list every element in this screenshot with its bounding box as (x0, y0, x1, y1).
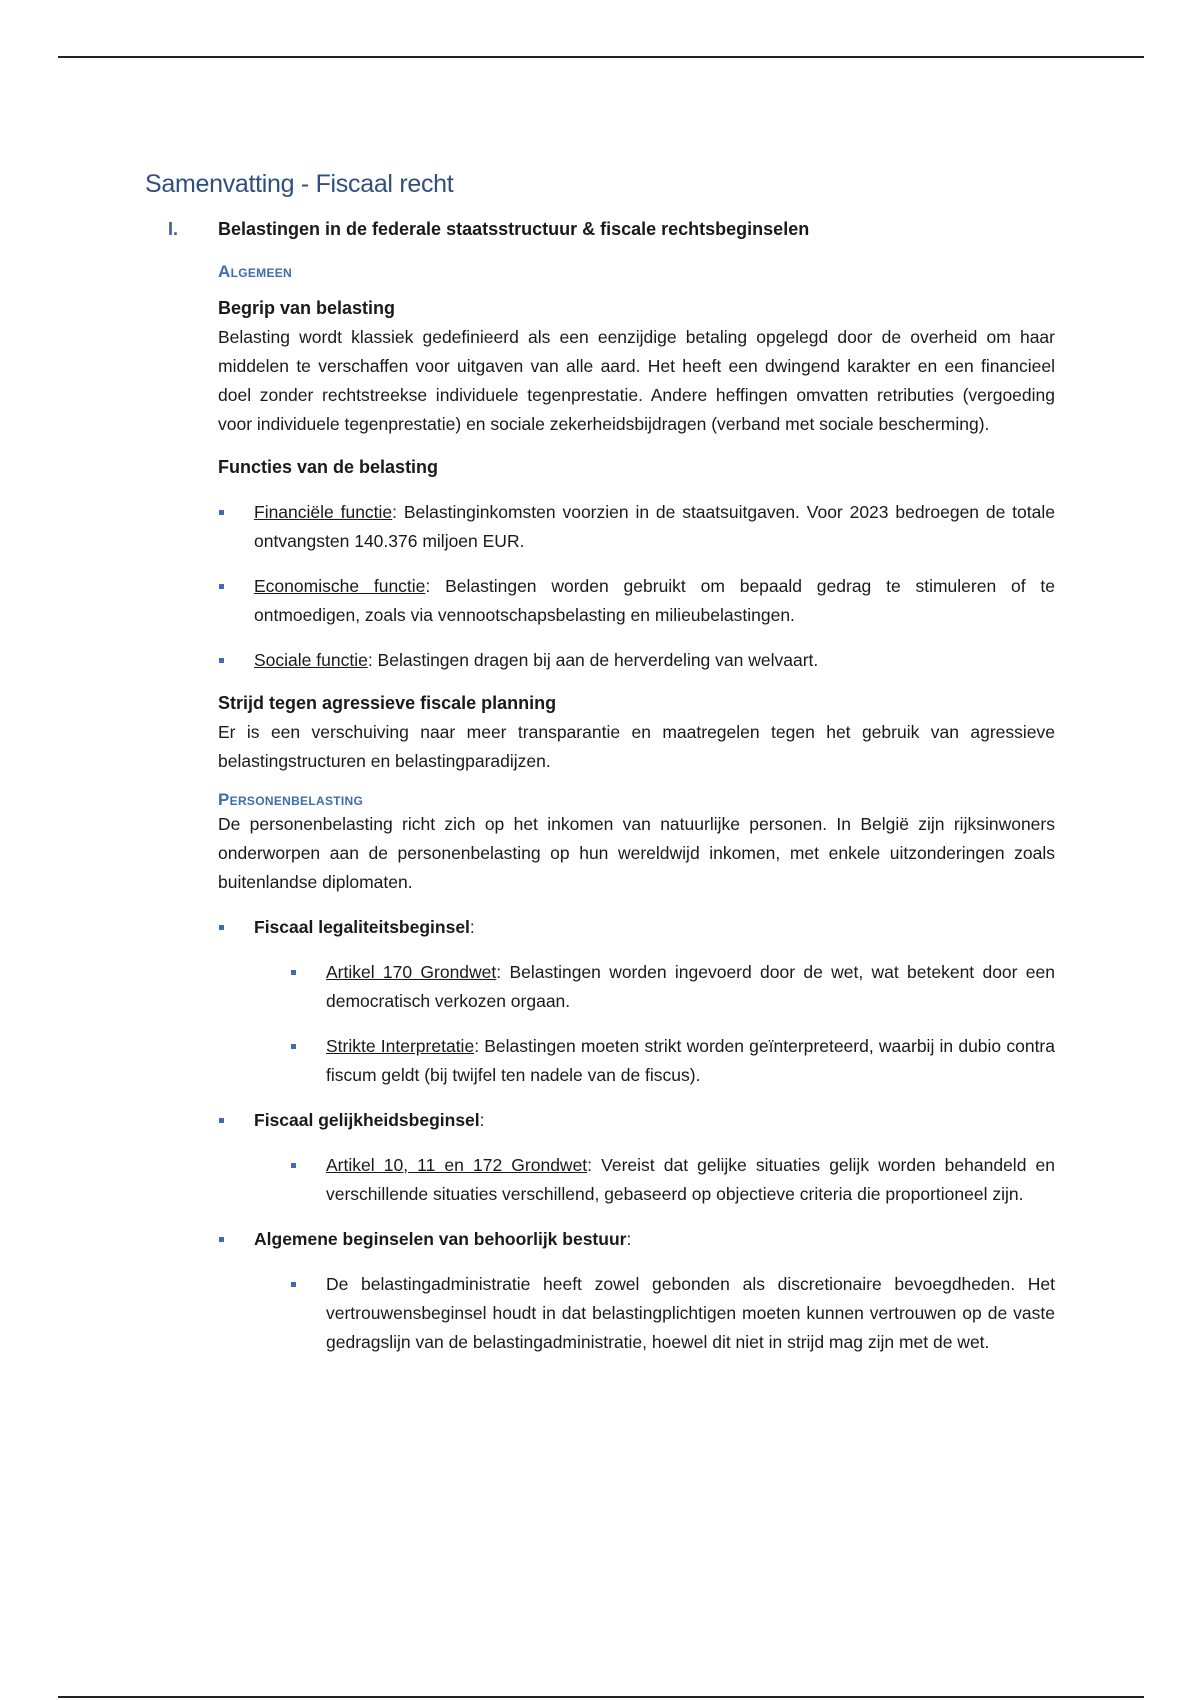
sub-list-item (290, 1151, 1055, 1209)
subheading-functies: Functies van de belasting (218, 456, 439, 477)
bullet-marker (290, 958, 326, 1016)
bullet-term: Sociale functie (254, 649, 368, 670)
section-heading (145, 219, 1055, 240)
principle-item: Fiscaal gelijkheidsbeginsel: (218, 1106, 1055, 1135)
bullet-term: Economische functie (254, 575, 426, 596)
section-number: I. (168, 218, 179, 239)
footer-rule (58, 1696, 1144, 1698)
bullet-term: Artikel 170 Grondwet (326, 961, 497, 982)
principle-item: Fiscaal legaliteitsbeginsel: (218, 913, 1055, 942)
bullet-marker (290, 1151, 326, 1209)
document-body (145, 168, 1055, 1357)
list-item (218, 646, 1055, 675)
sub-list-item (290, 1032, 1055, 1090)
bullet-text: De belastingadministratie heeft zowel gebonden als discretionaire bevoegdheden. Het vertrouwensbeginsel houdt in dat belastingplichtigen moeten kunnen vertrouwen op de vaste gedragslijn van de belastingadministratie, hoewel dit niet in strijd mag zijn met de wet. (326, 1273, 1055, 1352)
header-rule (58, 56, 1144, 58)
section-title: Belastingen in de federale staatsstructuur & fiscale rechtsbeginselen (218, 218, 810, 239)
bullet-marker (290, 1032, 326, 1090)
principle-title: Fiscaal legaliteitsbeginsel (254, 916, 470, 937)
bullet-marker (218, 913, 254, 942)
bullet-marker (218, 572, 254, 630)
bullet-term: Artikel 10, 11 en 172 Grondwet (326, 1154, 588, 1175)
bullet-marker (218, 646, 254, 675)
section-content (218, 262, 1055, 1357)
list-item (218, 498, 1055, 556)
document-title: Samenvatting - Fiscaal recht (145, 170, 454, 198)
bullet-marker (218, 1106, 254, 1135)
sub-list-item (290, 958, 1055, 1016)
paragraph-personenbelasting: De personenbelasting richt zich op het inkomen van natuurlijke personen. In België zijn rijksinwoners onderworpen aan de personenbelasting op hun wereldwijd inkomen, met enkele uitzonderingen zoals buitenlandse diplomaten. (218, 813, 1055, 892)
bullet-marker (290, 1270, 326, 1357)
bullet-term: Financiële functie (254, 501, 393, 522)
bullet-text: : Belastingen dragen bij aan de herverdeling van welvaart. (367, 649, 819, 670)
subheading-begrip: Begrip van belasting (218, 297, 396, 318)
bullet-text: : Belastingen worden gebruikt om bepaald gedrag te stimuleren of te ontmoedigen, zoals via vennootschapsbelasting en milieubelastingen. (254, 575, 1055, 625)
bullet-text: : Vereist dat gelijke situaties gelijk worden behandeld en verschillende situaties verschillend, gebaseerd op objectieve criteria die proportioneel zijn. (326, 1154, 1055, 1204)
bullet-marker (218, 1225, 254, 1254)
principle-title: Fiscaal gelijkheidsbeginsel (254, 1109, 480, 1130)
subsection-label-algemeen: Algemeen (218, 261, 293, 281)
bullet-text: : Belastinginkomsten voorzien in de staatsuitgaven. Voor 2023 bedroegen de totale ontvangsten 140.376 miljoen EUR. (254, 501, 1055, 551)
sub-list-item (290, 1270, 1055, 1357)
bullet-text: : Belastingen moeten strikt worden geïnterpreteerd, waarbij in dubio contra fiscum geldt (bij twijfel ten nadele van de fiscus). (326, 1035, 1055, 1085)
principle-title: Algemene beginselen van behoorlijk bestuur (254, 1228, 627, 1249)
paragraph-begrip: Belasting wordt klassiek gedefinieerd als een eenzijdige betaling opgelegd door de overheid om haar middelen te verschaffen voor uitgaven van alle aard. Het heeft een dwingend karakter en een financieel doel zonder rechtstreekse individuele tegenprestatie. Andere heffingen omvatten retributies (vergoeding voor individuele tegenprestatie) en sociale zekerheidsbijdragen (verband met sociale bescherming). (218, 326, 1055, 434)
subsection-label-personenbelasting: Personenbelasting (218, 789, 364, 809)
principle-item: Algemene beginselen van behoorlijk bestuur: (218, 1225, 1055, 1254)
bullet-marker (218, 498, 254, 556)
bullet-term: Strikte Interpretatie (326, 1035, 475, 1056)
list-item (218, 572, 1055, 630)
subheading-strijd: Strijd tegen agressieve fiscale planning (218, 692, 557, 713)
bullet-text: : Belastingen worden ingevoerd door de wet, wat betekent door een democratisch verkozen orgaan. (326, 961, 1055, 1011)
paragraph-strijd: Er is een verschuiving naar meer transparantie en maatregelen tegen het gebruik van agressieve belastingstructuren en belastingparadijzen. (218, 721, 1055, 771)
